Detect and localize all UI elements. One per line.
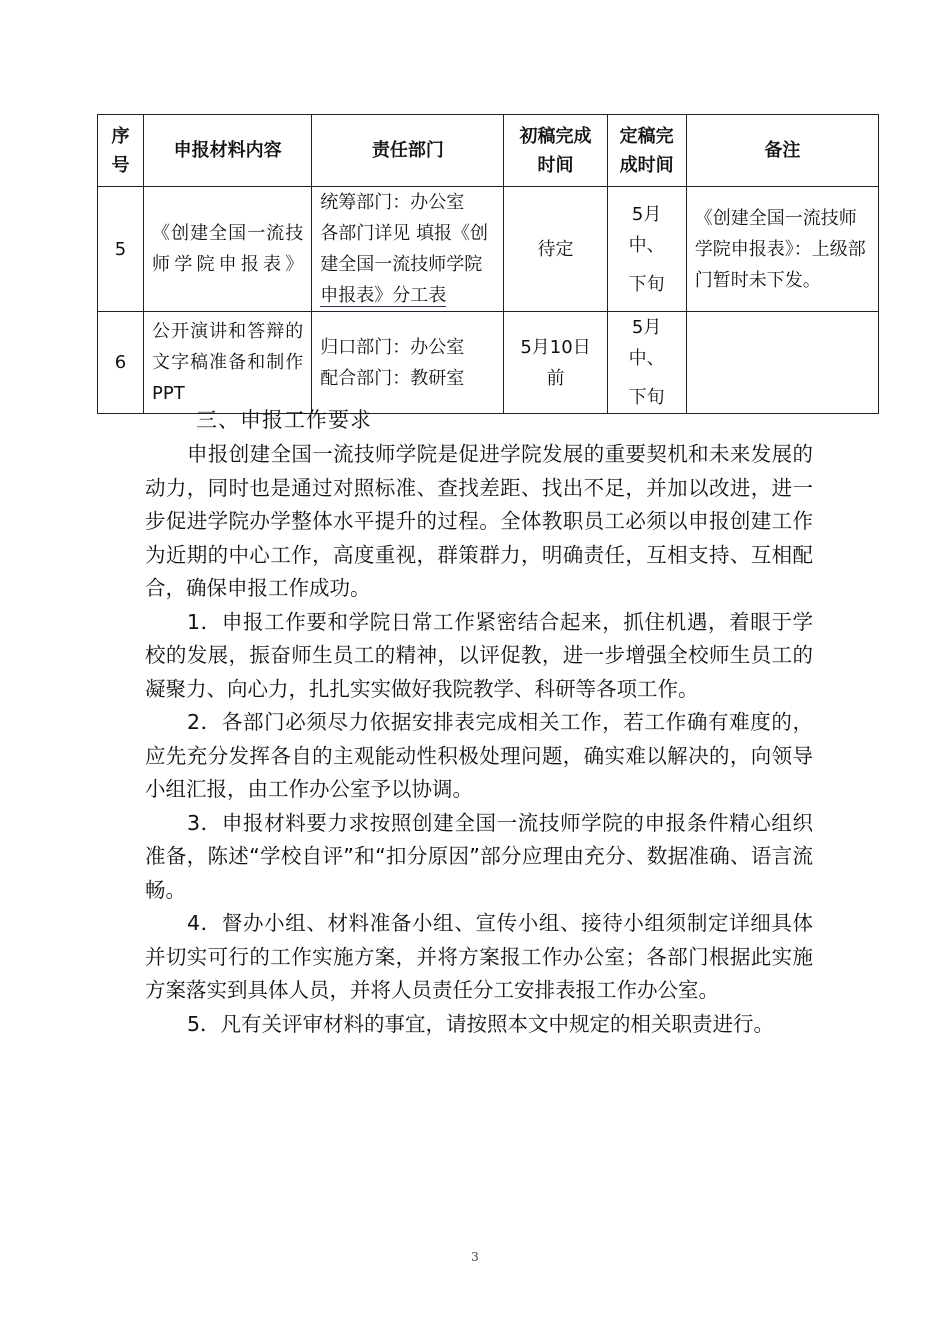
page-number: 3 bbox=[471, 1250, 479, 1264]
row-draft: 5月10日 前 bbox=[504, 312, 607, 414]
row-dept: 归口部门：办公室 配合部门：教研室 bbox=[312, 312, 504, 414]
schedule-table bbox=[97, 114, 879, 414]
paragraph: 2．各部门必须尽力依据安排表完成相关工作，若工作确有难度的，应先充分发挥各自的主观能动性积极处理问题，确实难以解决的，向领导小组汇报，由工作办公室予以协调。 bbox=[145, 710, 813, 801]
row-seq: 6 bbox=[98, 312, 144, 414]
paragraph: 1．申报工作要和学院日常工作紧密结合起来，抓住机遇，着眼于学校的发展，振奋师生员工的精神，以评促教，进一步增强全校师生员工的凝聚力、向心力，扎扎实实做好我院教学、科研等各项工作。 bbox=[145, 609, 813, 701]
table-header-row bbox=[98, 115, 879, 187]
header-final-time: 定稿完 成时间 bbox=[607, 115, 686, 187]
row-final: 5月中、 下旬 bbox=[607, 187, 686, 312]
paragraph: 申报创建全国一流技师学院是促进学院发展的重要契机和未来发展的动力，同时也是通过对照标准、查找差距、找出不足，并加以改进，进一步促进学院办学整体水平提升的过程。全体教职员工必须以申报创建工作为近期的中心工作，高度重视，群策群力，明确责任，互相支持、互相配合，确保申报工作成功。 bbox=[145, 442, 813, 600]
header-draft-time: 初稿完成 时间 bbox=[504, 115, 607, 187]
section-title: 三、申报工作要求 bbox=[196, 408, 372, 432]
paragraph: 5．凡有关评审材料的事宜，请按照本文中规定的相关职责进行。 bbox=[187, 1011, 775, 1036]
row-note bbox=[686, 312, 878, 414]
table-row bbox=[98, 187, 879, 312]
paragraph: 4．督办小组、材料准备小组、宣传小组、接待小组须制定详细具体并切实可行的工作实施方案，并将方案报工作办公室；各部门根据此实施方案落实到具体人员，并将人员责任分工安排表报工作办公室。 bbox=[145, 911, 813, 1002]
row-final: 5月中、 下旬 bbox=[607, 312, 686, 414]
row-seq: 5 bbox=[98, 187, 144, 312]
header-dept: 责任部门 bbox=[312, 115, 504, 187]
header-seq: 序 号 bbox=[98, 115, 144, 187]
header-content: 申报材料内容 bbox=[144, 115, 312, 187]
row-dept: 统筹部门：办公室 各部门详见 填报《创 建全国一流技师学院 申报表》分工表 bbox=[312, 187, 504, 312]
header-note: 备注 bbox=[686, 115, 878, 187]
dept-link-text: 申报表》分工表 bbox=[320, 285, 447, 306]
table-row bbox=[98, 312, 879, 414]
row-note: 《创建全国一流技师学院申报表》：上级部门暂时未下发。 bbox=[686, 187, 878, 312]
body-text bbox=[145, 438, 813, 1041]
paragraph: 3．申报材料要力求按照创建全国一流技师学院的申报条件精心组织准备，陈述“学校自评”和“扣分原因”部分应理由充分、数据准确、语言流畅。 bbox=[145, 810, 813, 902]
row-content: 公开演讲和答辩的文字稿准备和制作PPT bbox=[144, 312, 312, 414]
row-content: 《创建全国一流技师学院申报表》 bbox=[144, 187, 312, 312]
row-draft: 待定 bbox=[504, 187, 607, 312]
